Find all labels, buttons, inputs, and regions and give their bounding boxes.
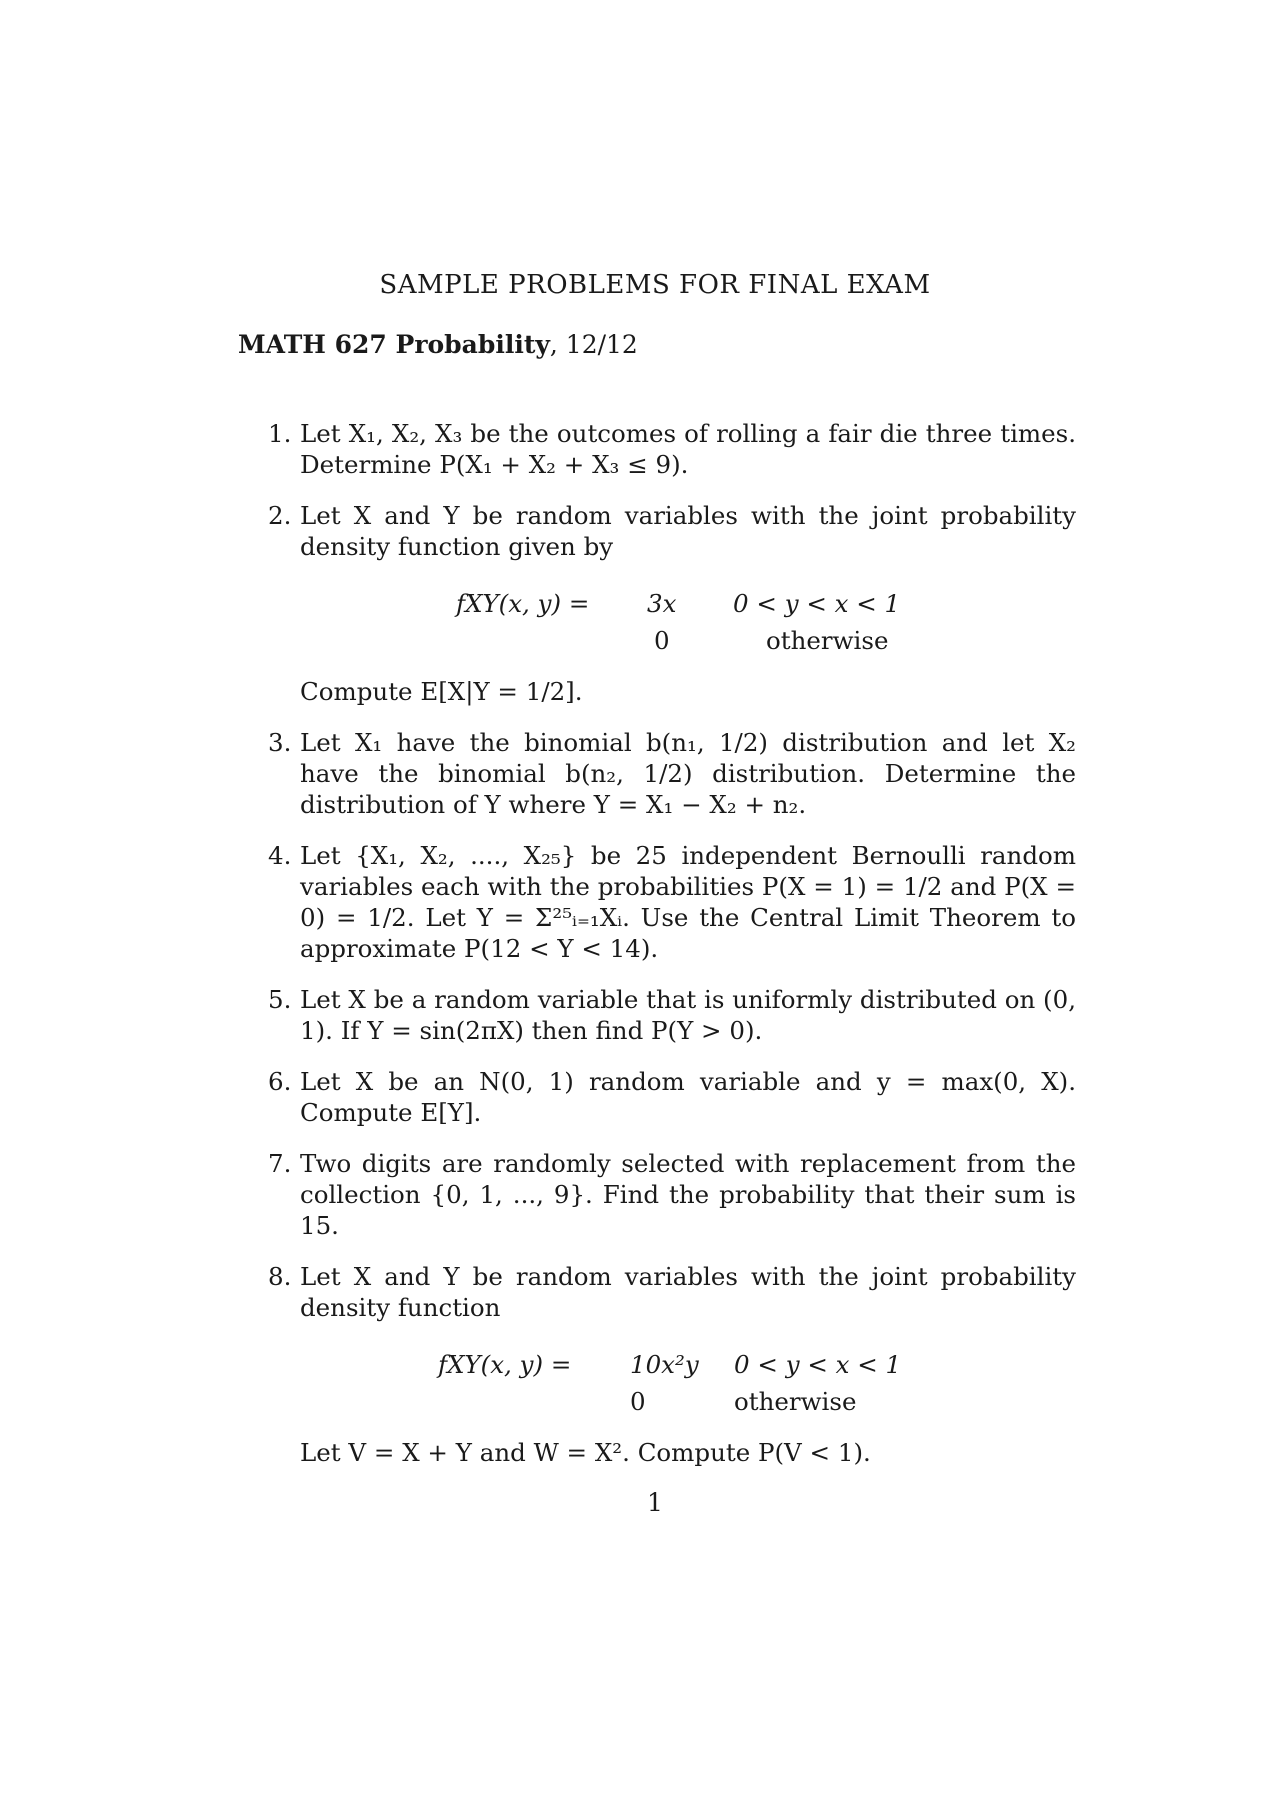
problem-text: Let X₁ have the binomial b(n₁, 1/2) distribution and let X₂ have the binomial b(n₂, 1/2) distribution. Determine the distribution of Y where Y = X₁ − X₂ + n₂. — [300, 728, 1076, 819]
problem-number: 7. — [268, 1149, 292, 1178]
problem-number: 5. — [268, 985, 292, 1014]
density-cases — [300, 1349, 1076, 1419]
case-1-value: 10x²y — [630, 1350, 699, 1379]
density-lhs: fXY(x, y) = — [438, 1350, 572, 1379]
problem-number: 1. — [268, 419, 292, 448]
problem-number: 8. — [268, 1262, 292, 1291]
density-lhs: fXY(x, y) = — [456, 589, 590, 618]
problem-7 — [268, 1148, 1076, 1241]
page-title: SAMPLE PROBLEMS FOR FINAL EXAM — [379, 270, 931, 300]
problem-text: Let X₁, X₂, X₃ be the outcomes of rolling a fair die three times. Determine P(X₁ + X₂ + X₃ ≤ 9). — [300, 419, 1076, 479]
problem-text: Let X be a random variable that is uniformly distributed on (0, 1). If Y = sin(2πX) then find P(Y > 0). — [300, 985, 1076, 1045]
course-name: MATH 627 Probability — [238, 330, 550, 359]
problem-list — [268, 418, 1076, 1488]
problem-3 — [268, 727, 1076, 820]
case-1-condition: 0 < y < x < 1 — [733, 589, 901, 618]
problem-number: 3. — [268, 728, 292, 757]
problem-number: 6. — [268, 1067, 292, 1096]
problem-1 — [268, 418, 1076, 480]
problem-text: Let X be an N(0, 1) random variable and y = max(0, X). Compute E[Y]. — [300, 1067, 1076, 1127]
problem-2 — [268, 500, 1076, 707]
problem-number: 2. — [268, 501, 292, 530]
course-date: , 12/12 — [549, 330, 638, 359]
problem-text: Let {X₁, X₂, ...., X₂₅} be 25 independent Bernoulli random variables each with the probabilities P(X = 1) = 1/2 and P(X = 0) = 1/2. Let Y = Σ²⁵ᵢ₌₁Xᵢ. Use the Central Limit Theorem to approximate P(12 < Y < 14). — [300, 841, 1076, 963]
problem-8 — [268, 1261, 1076, 1468]
case-2-condition: otherwise — [766, 626, 889, 655]
problem-text: Two digits are randomly selected with replacement from the collection {0, 1, ..., 9}. Find the probability that their sum is 15. — [300, 1149, 1076, 1240]
course-line — [238, 330, 638, 359]
problem-4 — [268, 840, 1076, 964]
case-2-condition: otherwise — [734, 1387, 857, 1416]
case-2-value: 0 — [630, 1387, 646, 1416]
problem-text: Let X and Y be random variables with the joint probability density function given by — [300, 501, 1076, 561]
page-number: 1 — [647, 1488, 663, 1517]
problem-number: 4. — [268, 841, 292, 870]
problem-5 — [268, 984, 1076, 1046]
case-1-condition: 0 < y < x < 1 — [734, 1350, 902, 1379]
density-cases — [300, 588, 1076, 658]
problem-6 — [268, 1066, 1076, 1128]
problem-followup: Compute E[X|Y = 1/2]. — [300, 677, 583, 706]
problem-text: Let X and Y be random variables with the joint probability density function — [300, 1262, 1076, 1322]
problem-followup: Let V = X + Y and W = X². Compute P(V < 1). — [300, 1438, 871, 1467]
case-1-value: 3x — [647, 589, 677, 618]
case-2-value: 0 — [654, 626, 670, 655]
